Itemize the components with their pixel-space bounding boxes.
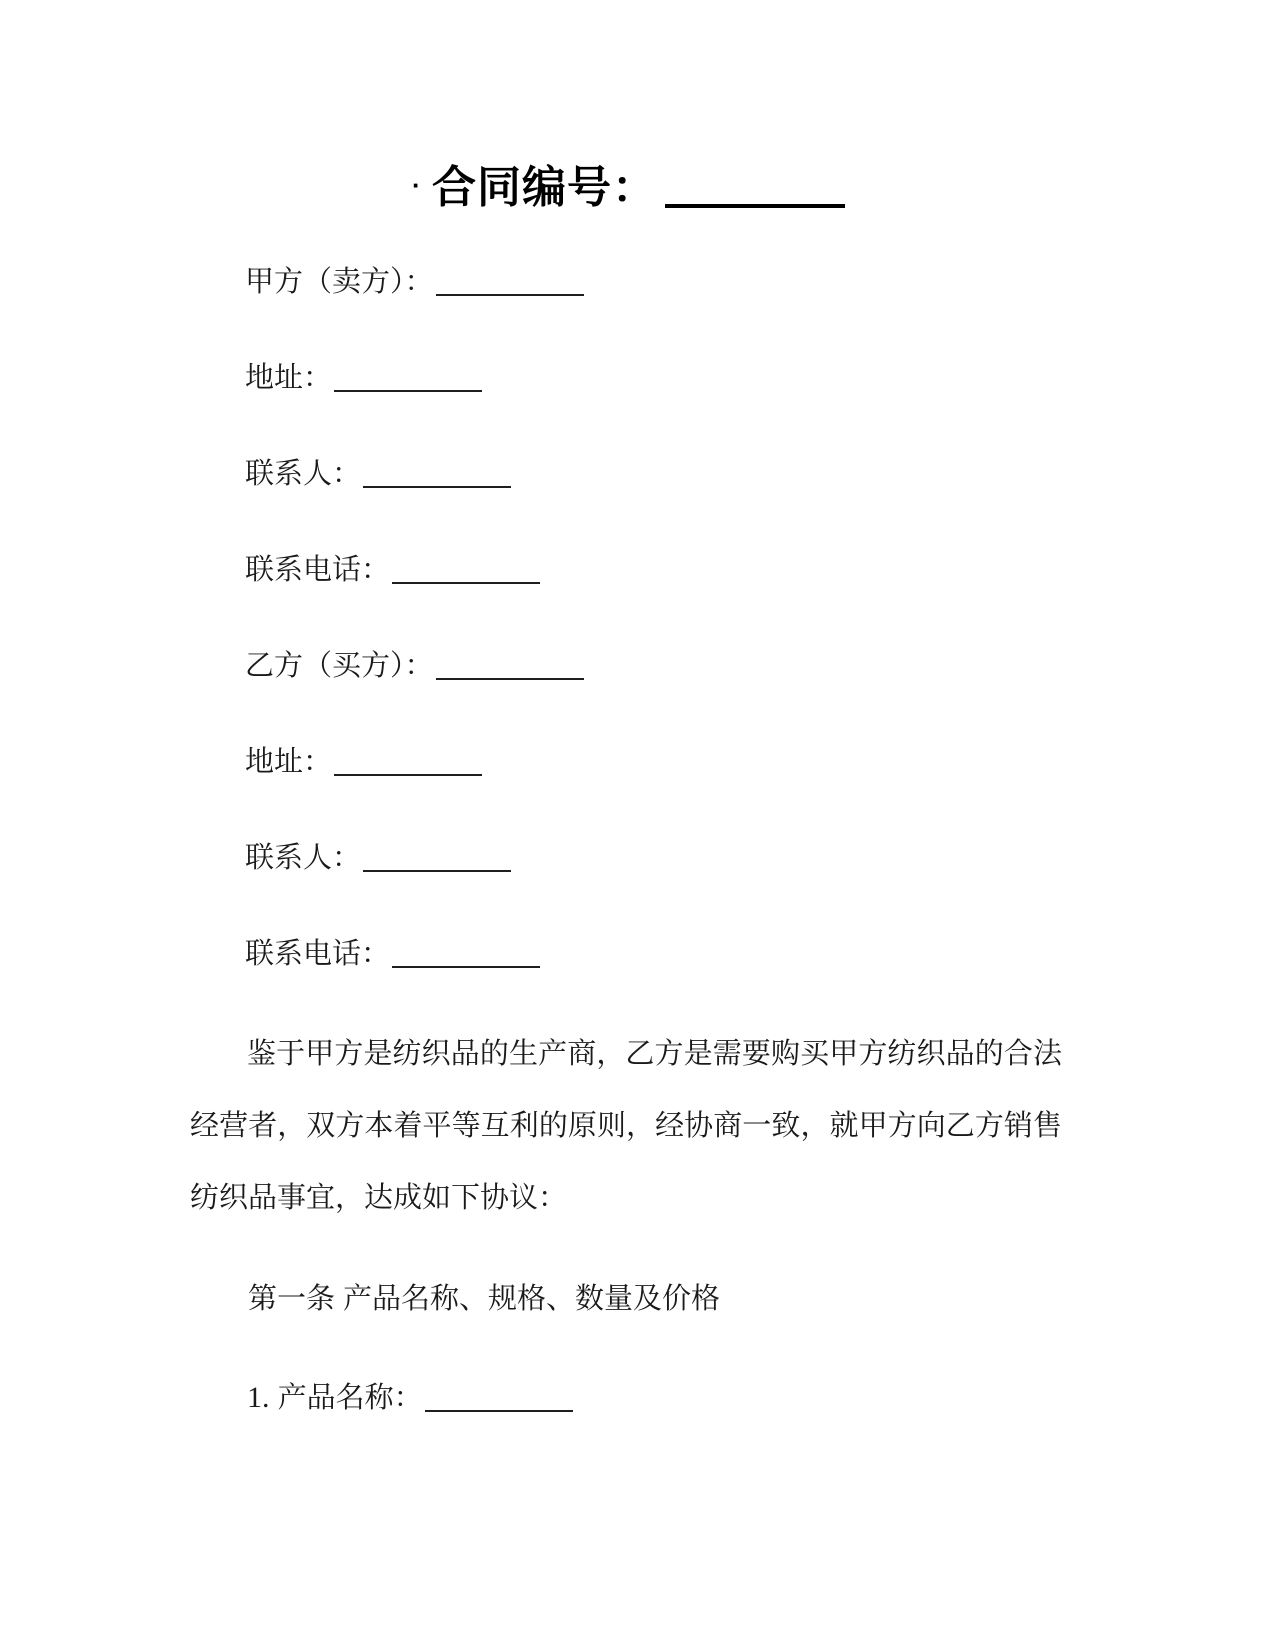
contract-number-title [432,163,845,212]
field-line-party-b [245,650,584,683]
contact-b-label: 联系人： [245,842,362,874]
field-line-address-a [245,362,482,395]
item-1-product-name-line [247,1381,573,1416]
address-b-label: 地址： [245,746,333,778]
contact-a-blank-underline [363,486,511,488]
item-1-blank-underline [425,1410,573,1412]
address-a-label: 地址： [245,362,333,394]
contract-number-blank-underline [665,204,845,208]
preamble-line-3: 纺织品事宜，达成如下协议： [190,1182,568,1214]
item-1-label: 产品名称： [277,1382,423,1414]
phone-b-label: 联系电话： [245,938,391,970]
title-leading-dot: · [412,170,421,200]
field-line-address-b [245,746,482,779]
phone-a-label: 联系电话： [245,554,391,586]
field-line-contact-a [245,458,511,491]
address-a-blank-underline [334,390,482,392]
field-line-phone-a [245,554,540,587]
contact-a-label: 联系人： [245,458,362,490]
article-1-heading: 第一条 产品名称、规格、数量及价格 [248,1283,721,1315]
contact-b-blank-underline [363,870,511,872]
field-line-party-a [245,266,584,299]
contract-number-label: 合同编号： [432,163,657,212]
item-1-number: 1. [247,1381,270,1414]
field-line-phone-b [245,938,540,971]
field-line-contact-b [245,842,511,875]
party-a-label: 甲方（卖方）： [245,266,434,298]
phone-b-blank-underline [392,966,540,968]
party-a-blank-underline [436,294,584,296]
party-b-blank-underline [436,678,584,680]
party-b-label: 乙方（买方）： [245,650,434,682]
preamble-line-1: 鉴于甲方是纺织品的生产商，乙方是需要购买甲方纺织品的合法 [247,1038,1062,1070]
phone-a-blank-underline [392,582,540,584]
address-b-blank-underline [334,774,482,776]
preamble-line-2: 经营者，双方本着平等互利的原则，经协商一致，就甲方向乙方销售 [190,1110,1062,1142]
